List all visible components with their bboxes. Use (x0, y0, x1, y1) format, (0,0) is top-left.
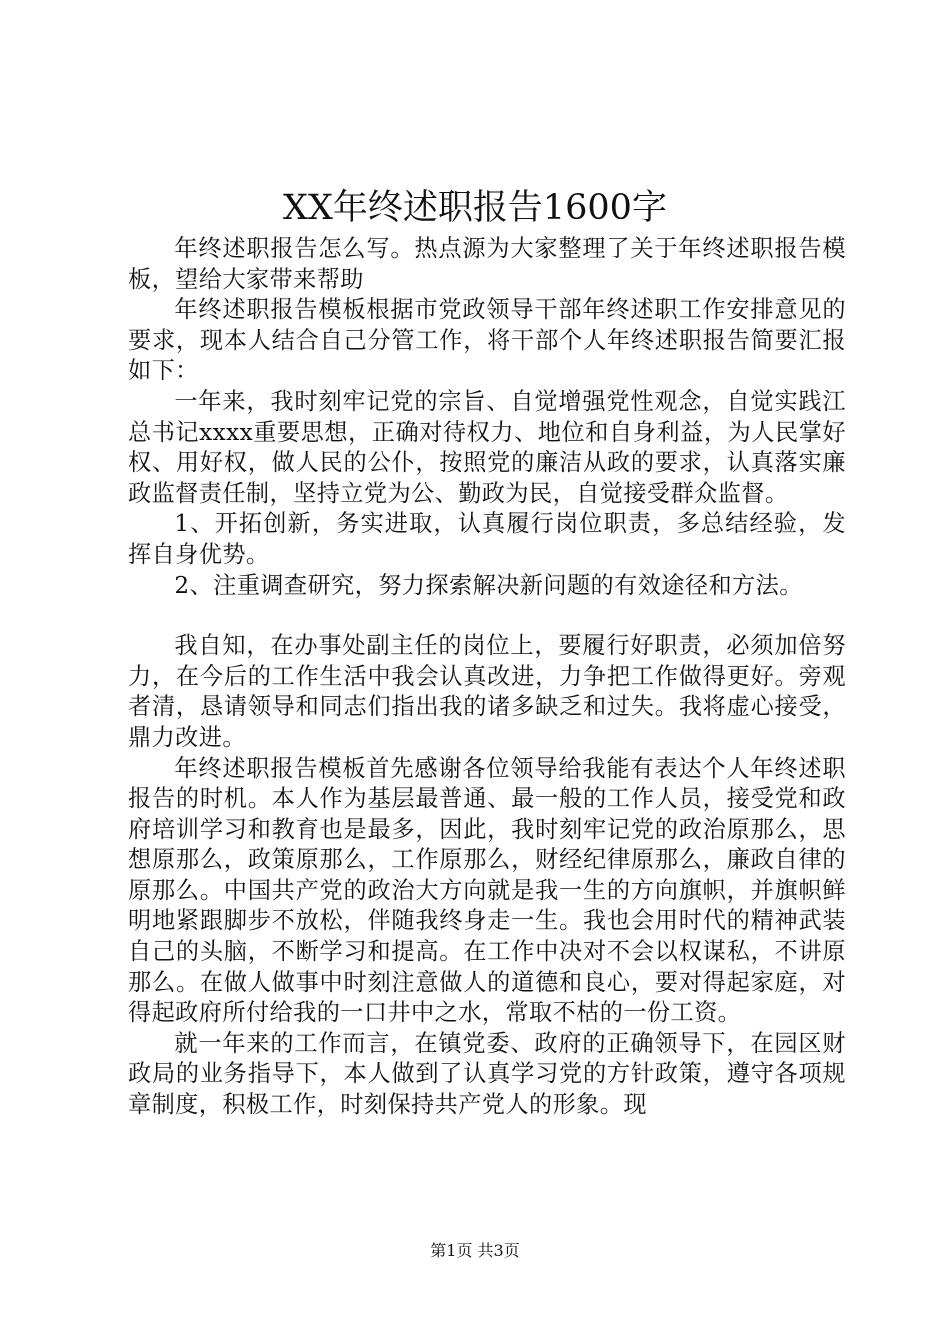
paragraph-point-1: 1、开拓创新，务实进取，认真履行岗位职责，多总结经验，发挥自身优势。 (128, 510, 846, 568)
page-number-footer: 第1页 共3页 (430, 1241, 520, 1260)
document-title: XX年终述职报告1600字 (283, 188, 667, 228)
paragraph-intro: 年终述职报告怎么写。热点源为大家整理了关于年终述职报告模板，望给大家带来帮助 (128, 235, 846, 293)
paragraph-work-summary: 就一年来的工作而言，在镇党委、政府的正确领导下，在园区财政局的业务指导下，本人做到了认真学习党的方针政策，遵守各项规章制度，积极工作，时刻保持共产党人的形象。现 (128, 1029, 846, 1119)
paragraph-self-assessment: 我自知，在办事处副主任的岗位上，要履行好职责，必须加倍努力，在今后的工作生活中我会认真改进，力争把工作做得更好。旁观者清，恳请领导和同志们指出我的诸多缺乏和过失。我将虚心接受，鼎力改进。 (128, 632, 846, 751)
paragraph-gratitude: 年终述职报告模板首先感谢各位领导给我能有表达个人年终述职报告的时机。本人作为基层最普通、最一般的工作人员，接受党和政府培训学习和教育也是最多，因此，我时刻牢记党的政治原那么，思想原那么，政策原那么，工作原那么，财经纪律原那么，廉政自律的原那么。中国共产党的政治大方向就是我一生的方向旗帜，并旗帜鲜明地紧跟脚步不放松，伴随我终身走一生。我也会用时代的精神武装自己的头脑，不断学习和提高。在工作中决对不会以权谋私，不讲原那么。在做人做事中时刻注意做人的道德和良心，要对得起家庭，对得起政府所付给我的一口井中之水，常取不枯的一份工资。 (128, 754, 846, 1027)
paragraph-template-basis: 年终述职报告模板根据市党政领导干部年终述职工作安排意见的要求，现本人结合自己分管工作，将干部个人年终述职报告简要汇报如下： (128, 296, 846, 385)
paragraph-year-review: 一年来，我时刻牢记党的宗旨、自觉增强党性观念，自觉实践江总书记xxxx重要思想，正确对待权力、地位和自身利益，为人民掌好权、用好权，做人民的公仆，按照党的廉洁从政的要求，认真落实廉政监督责任制，坚持立党为公、勤政为民，自觉接受群众监督。 (128, 387, 846, 507)
document-body (128, 234, 846, 1121)
paragraph-point-2: 2、注重调查研究，努力探索解决新问题的有效途径和方法。 (174, 571, 803, 599)
